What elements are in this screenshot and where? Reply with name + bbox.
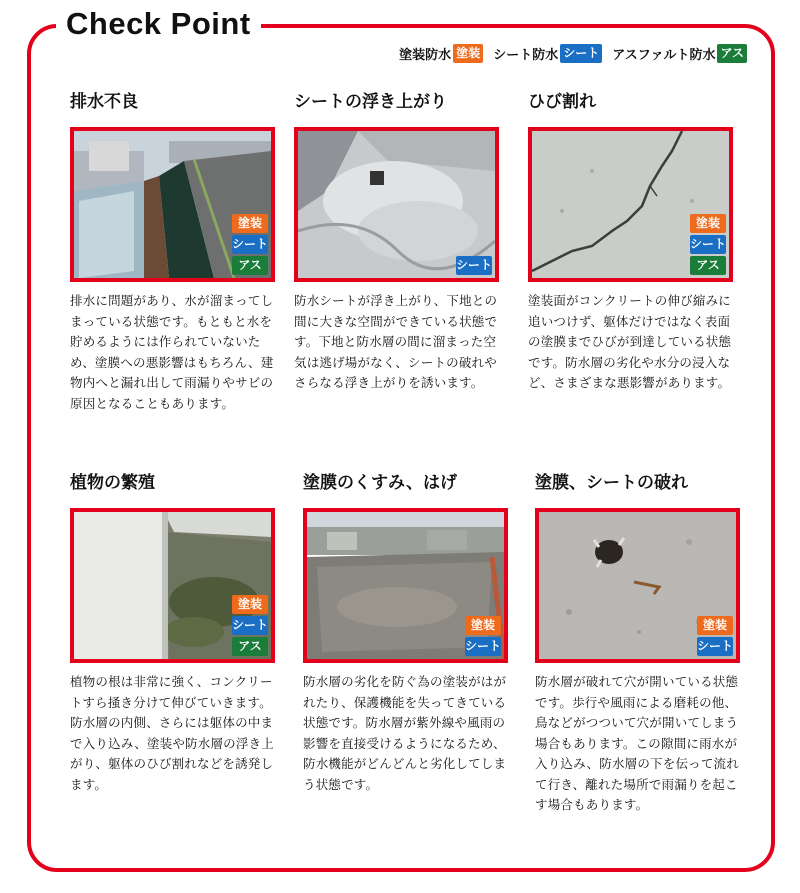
- card-description: 植物の根は非常に強く、コンクリートすら掻き分けて伸びていきます。防水層の内側、さらには躯体の中まで入り込み、塗装や防水層の浮き上がり、躯体のひび割れなどを誘発します。: [70, 674, 274, 792]
- card-title: 塗膜のくすみ、はげ: [303, 473, 458, 493]
- card-torn-sheet: [535, 470, 740, 816]
- badge-group: [465, 616, 501, 656]
- legend-label-sheet: シート防水: [493, 47, 559, 63]
- card-title: 塗膜、シートの破れ: [535, 473, 688, 493]
- badge-paint: 塗装: [232, 595, 268, 614]
- legend-item-asphalt: [612, 44, 747, 63]
- badge-asphalt: アス: [690, 256, 726, 275]
- card-description: 排水に問題があり、水が溜まってしまっている状態です。もともと水を貯めるようには作られていないため、塗膜への悪影響はもちろん、建物内へと漏れ出して雨漏りやサビの原因となることもあります。: [70, 293, 274, 411]
- legend-item-sheet: [493, 44, 602, 63]
- badge-sheet: シート: [232, 616, 268, 635]
- badge-asphalt: アス: [232, 637, 268, 656]
- legend-item-paint: [399, 44, 483, 63]
- card-title: ひび割れ: [528, 92, 596, 112]
- photo-fading-paint: [303, 508, 508, 663]
- badge-paint: 塗装: [232, 214, 268, 233]
- photo-crack: [528, 127, 733, 282]
- legend-tag-paint: 塗装: [453, 44, 483, 63]
- legend-tag-asphalt: アス: [717, 44, 747, 63]
- badge-asphalt: アス: [232, 256, 268, 275]
- card-fading-paint: [303, 470, 508, 795]
- card-description: 塗装面がコンクリートの伸び縮みに追いつけず、躯体だけではなく表面の塗膜までひびが到達している状態です。防水層の劣化や水分の浸入など、さまざまな悪影響があります。: [528, 293, 732, 390]
- badge-paint: 塗装: [465, 616, 501, 635]
- card-description: 防水層の劣化を防ぐ為の塗装がはがれたり、保護機能を失ってきている状態です。防水層が紫外線や風雨の影響を直接受けるようになるため、防水機能がどんどんと劣化してしまう状態です。: [303, 674, 507, 792]
- badge-paint: 塗装: [697, 616, 733, 635]
- legend: [399, 42, 747, 64]
- badge-sheet: シート: [697, 637, 733, 656]
- photo-plants: [70, 508, 275, 663]
- card-description: 防水シートが浮き上がり、下地との間に大きな空間ができている状態です。下地と防水層の間に溜まった空気は逃げ場がなく、シートの破れやさらなる浮き上がりを誘います。: [294, 293, 498, 390]
- badge-group: [456, 256, 492, 275]
- badge-sheet: シート: [456, 256, 492, 275]
- card-title: シートの浮き上がり: [294, 92, 447, 112]
- badge-group: [232, 595, 268, 656]
- card-plants: [70, 470, 275, 795]
- photo-torn-sheet: [535, 508, 740, 663]
- badge-sheet: シート: [465, 637, 501, 656]
- badge-group: [697, 616, 733, 656]
- badge-sheet: シート: [690, 235, 726, 254]
- card-description: 防水層が破れて穴が開いている状態です。歩行や風雨による磨耗の他、鳥などがつついて穴が開いてしまう場合もあります。この隙間に雨水が入り込み、防水層の下を伝って流れて行き、離れた場所で雨漏りを起こす場合もあります。: [535, 674, 739, 812]
- page-title: Check Point: [66, 6, 251, 41]
- badge-sheet: シート: [232, 235, 268, 254]
- legend-label-asphalt: アスファルト防水: [612, 47, 716, 63]
- card-sheet-lifting: [294, 89, 499, 394]
- badge-group: [232, 214, 268, 275]
- legend-label-paint: 塗装防水: [399, 47, 452, 63]
- card-title: 植物の繁殖: [70, 473, 155, 493]
- photo-drainage: [70, 127, 275, 282]
- title-wrap: [56, 4, 261, 44]
- badge-paint: 塗装: [690, 214, 726, 233]
- photo-sheet-lifting: [294, 127, 499, 282]
- card-drainage: [70, 89, 275, 414]
- legend-tag-sheet: シート: [560, 44, 602, 63]
- card-title: 排水不良: [70, 92, 138, 112]
- badge-group: [690, 214, 726, 275]
- card-crack: [528, 89, 733, 394]
